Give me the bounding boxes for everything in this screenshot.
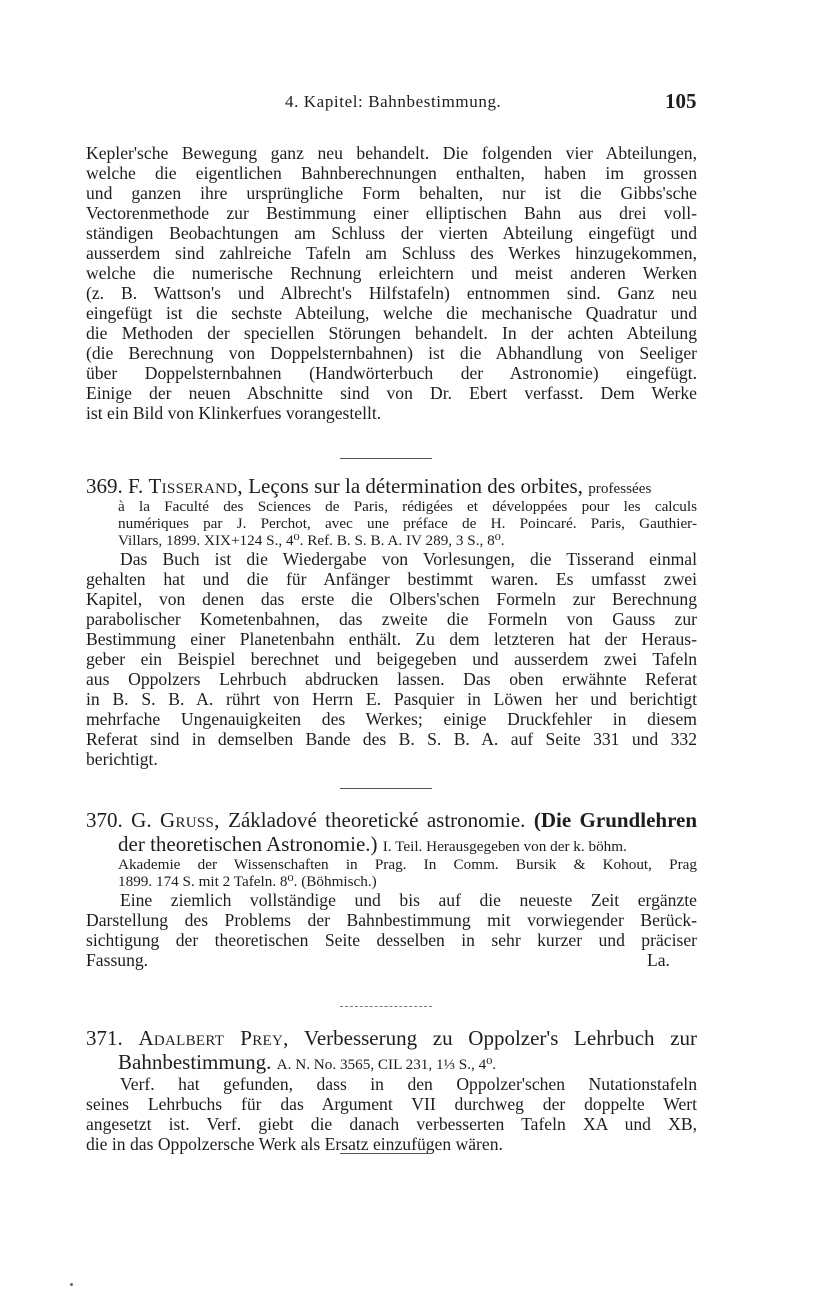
- entry-heading: [86, 1026, 697, 1050]
- separator-rule: [340, 1153, 432, 1154]
- entry-heading-continued: [86, 832, 697, 856]
- work-title: Bahnbestimmung.: [118, 1050, 272, 1074]
- author-name: Adalbert Prey,: [138, 1026, 289, 1050]
- work-title: Základové theoretické astronomie.: [228, 808, 526, 832]
- text-line: die Methoden der speciellen Störungen behandelt. In der achten Abteilung: [86, 323, 697, 343]
- text-line: Das Buch ist die Wiedergabe von Vorlesungen, die Tisserand einmal: [120, 549, 697, 569]
- text-line: (die Berechnung von Doppelsternbahnen) ist die Abhandlung von Seeliger: [86, 343, 697, 363]
- entry-number: 371.: [86, 1026, 123, 1050]
- text-line: aus Oppolzers Lehrbuch abdrucken lassen. Das oben erwähnte Referat: [86, 669, 697, 689]
- text-line: in B. S. B. A. rührt von Herrn E. Pasquier in Löwen her und berichtigt: [86, 689, 697, 709]
- work-title: Verbesserung zu Oppolzer's Lehrbuch zur: [303, 1026, 698, 1050]
- text-line: seines Lehrbuchs für das Argument VII durchweg der doppelte Wert: [86, 1094, 697, 1114]
- separator-rule: [340, 458, 432, 459]
- text-line: welche die eigentlichen Bahnberechnungen enthalten, haben im grossen: [86, 163, 697, 183]
- entry-369: [86, 474, 697, 769]
- reviewer-signature: La.: [647, 950, 670, 970]
- entry-heading-continued: [86, 1050, 697, 1074]
- text-line: Kepler'sche Bewegung ganz neu behandelt. Die folgenden vier Abteilungen,: [86, 143, 697, 163]
- bibliographic-line: à la Faculté des Sciences de Paris, rédigées et développées pour les calculs: [118, 498, 697, 515]
- text-line: ist ein Bild von Klinkerfues vorangestellt.: [86, 403, 382, 423]
- separator-rule: [340, 1006, 432, 1007]
- chapter-title: 4. Kapitel: Bahnbestimmung.: [285, 92, 502, 111]
- text-line: geber ein Beispiel berechnet und beigegeben und ausserdem zwei Tafeln: [86, 649, 697, 669]
- text-line: (z. B. Wattson's und Albrecht's Hilfstafeln) entnommen sind. Ganz neu: [86, 283, 697, 303]
- text-line: berichtigt.: [86, 749, 158, 769]
- text-line: die in das Oppolzersche Werk als Ersatz einzufügen wären.: [86, 1134, 503, 1154]
- entry-371: [86, 1026, 697, 1154]
- work-title: Leçons sur la détermination des orbites,: [248, 474, 583, 498]
- author-name: Gruss,: [159, 808, 220, 832]
- entry-number: 369.: [86, 474, 123, 498]
- entry-number: 370.: [86, 808, 123, 832]
- separator-rule: [340, 788, 432, 789]
- text-line: eingefügt ist die sechste Abteilung, welche die mechanische Quadratur und: [86, 303, 697, 323]
- entry-heading: [86, 808, 697, 832]
- print-speck: [70, 1283, 73, 1286]
- text-line: Kapitel, von denen das erste die Olbers'schen Formeln zur Berechnung: [86, 589, 697, 609]
- bibliographic-text: I. Teil. Herausgegeben von der k. böhm.: [382, 838, 627, 855]
- bibliographic-text: A. N. No. 3565, CIL 231, 1⅓ S., 4⁰.: [276, 1056, 497, 1073]
- text-line: und ganzen ihre ursprüngliche Form behalten, nur ist die Gibbs'sche: [86, 183, 697, 203]
- intro-paragraph: [86, 143, 697, 423]
- page-number: 105: [665, 89, 697, 113]
- bibliographic-line: 1899. 174 S. mit 2 Tafeln. 8⁰. (Böhmisch.): [118, 873, 377, 890]
- bibliographic-line: Villars, 1899. XIX+124 S., 4⁰. Ref. B. S. B. A. IV 289, 3 S., 8⁰.: [118, 532, 505, 549]
- text-line: mehrfache Ungenauigkeiten des Werkes; einige Druckfehler in diesem: [86, 709, 697, 729]
- text-line: gehalten hat und die für Anfänger bestimmt waren. Es umfasst zwei: [86, 569, 697, 589]
- entry-heading: [86, 474, 697, 498]
- text-line: Verf. hat gefunden, dass in den Oppolzer'schen Nutationstafeln: [120, 1074, 697, 1094]
- text-line: welche die numerische Rechnung erleichtern und meist anderen Werken: [86, 263, 697, 283]
- work-title: der theoretischen Astronomie.): [118, 832, 378, 856]
- text-line: Vectorenmethode zur Bestimmung einer elliptischen Bahn aus drei voll-: [86, 203, 697, 223]
- running-head: [0, 89, 827, 116]
- text-line: ausserdem sind zahlreiche Tafeln am Schluss des Werkes hinzugekommen,: [86, 243, 697, 263]
- work-title-tail: professées: [588, 480, 652, 497]
- text-line: Referat sind in demselben Bande des B. S. B. A. auf Seite 331 und 332: [86, 729, 697, 749]
- text-line: ständigen Beobachtungen am Schluss der vierten Abteilung eingefügt und: [86, 223, 697, 243]
- last-line-text: Fassung.: [86, 950, 149, 970]
- text-line: parabolischer Kometenbahnen, das zweite die Formeln von Gauss zur: [86, 609, 697, 629]
- text-line: [86, 950, 697, 970]
- bibliographic-line: numériques par J. Perchot, avec une préface de H. Poincaré. Paris, Gauthier-: [118, 515, 697, 532]
- text-line: angesetzt ist. Verf. giebt die danach verbesserten Tafeln XA und XB,: [86, 1114, 697, 1134]
- text-line: über Doppelsternbahnen (Handwörterbuch der Astronomie) eingefügt.: [86, 363, 697, 383]
- author-name: Tisserand,: [148, 474, 243, 498]
- entry-370: [86, 808, 697, 970]
- author-initial: F.: [128, 474, 144, 498]
- bibliographic-line: Akademie der Wissenschaften in Prag. In Comm. Bursik & Kohout, Prag: [118, 856, 697, 873]
- text-line: Eine ziemlich vollständige und bis auf die neueste Zeit ergänzte: [120, 890, 697, 910]
- text-line: Einige der neuen Abschnitte sind von Dr. Ebert verfasst. Dem Werke: [86, 383, 697, 403]
- text-line: sichtigung der theoretischen Seite desselben in sehr kurzer und präciser: [86, 930, 697, 950]
- work-title-tail: (Die Grundlehren: [533, 808, 698, 832]
- author-initial: G.: [131, 808, 152, 832]
- text-line: Bestimmung einer Planetenbahn enthält. Zu dem letzteren hat der Heraus-: [86, 629, 697, 649]
- text-line: Darstellung des Problems der Bahnbestimmung mit vorwiegender Berück-: [86, 910, 697, 930]
